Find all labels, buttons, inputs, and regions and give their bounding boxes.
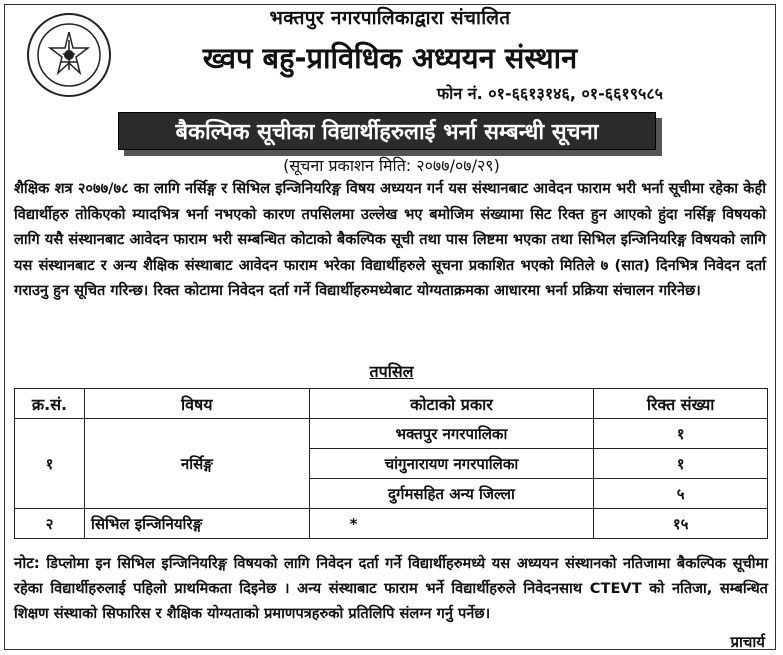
col-header-sn: क्र.सं. [15, 389, 85, 419]
row-subject: नर्सिङ्ग [84, 419, 309, 509]
row-quota: * [309, 509, 594, 539]
row-sn: २ [15, 509, 85, 539]
row-sn: १ [15, 419, 85, 509]
vacancy-table [14, 388, 768, 539]
col-header-subject: विषय [84, 389, 309, 419]
row-seats: १ [594, 419, 768, 449]
banner-title: बैकल्पिक सूचीका विद्यार्थीहरुलाई भर्ना सम्बन्धी सूचना [118, 112, 656, 150]
phone-numbers: फोन नं. ०१-६६१३१४६, ०१-६६१९५८५ [436, 84, 663, 103]
row-quota: भक्तपुर नगरपालिका [309, 419, 594, 449]
col-header-quota: कोटाको प्रकार [309, 389, 594, 419]
notice-banner [118, 112, 656, 150]
table-title: तपसिल [369, 362, 414, 381]
note-label: नोट: [14, 554, 40, 572]
col-header-seats: रिक्त संख्या [594, 389, 768, 419]
note-text: डिप्लोमा इन सिभिल इन्जिनियरिङ्ग विषयको लागि निवेदन दर्ता गर्ने विद्यार्थीहरुमध्ये यस अध्ययन संस्थानको नतिजामा बैकल्पिक सूचीमा रहेका विद्यार्थीहरुलाई पहिलो प्राथमिकता दिइनेछ । अन्य संस्थाबाट फाराम भर्ने विद्यार्थीहरुले निवेदनसाथ CTEVT को नतिजा, सम्बन्धित शिक्षण संस्थाको सिफारिस र शैक्षिक योग्यताको प्रमाणपत्रहरुको प्रतिलिपि संलग्न गर्नु पर्नेछ। [14, 555, 768, 622]
row-seats: १ [594, 449, 768, 479]
institute-name: ख्वप बहु-प्राविधिक अध्ययन संस्थान [202, 41, 578, 75]
table-row [15, 419, 768, 449]
table-header-row [15, 389, 768, 419]
notice-body: शैक्षिक शत्र २०७७/७८ का लागि नर्सिङ्ग र सिभिल इन्जिनियरिङ्ग विषय अध्ययन गर्न यस संस्थानबाट आवेदन फाराम भरी भर्ना सूचीमा रहेका केही विद्यार्थीहरु तोकिएको म्यादभित्र भर्ना नभएको कारण तपसिलमा उल्लेख भए बमोजिम संख्यामा सिट रिक्त हुन आएको हुंदा नर्सिङ्ग विषयको लागि यसै संस्थानबाट आवेदन फाराम भरी सम्बन्धित कोटाको बैकल्पिक सूची तथा पास लिष्टमा भएका तथा सिभिल इन्जिनियरिङ्ग विषयको लागि यस संस्थानबाट र अन्य शैक्षिक संस्थाबाट आवेदन फाराम भरेका विद्यार्थीहरुले सूचना प्रकाशित भएको मितिले ७ (सात) दिनभित्र निवेदन दर्ता गराउनु हुन सूचित गरिन्छ। रिक्त कोटामा निवेदन दर्ता गर्ने विद्यार्थीहरुमध्येबाट योग्यताक्रमका आधारमा भर्ना प्रक्रिया संचालन गरिनेछ। [14, 180, 766, 299]
table-row [15, 509, 768, 539]
row-seats: ५ [594, 479, 768, 509]
row-subject: सिभिल इन्जिनियरिङ्ग [84, 509, 309, 539]
row-quota: चांगुनारायण नगरपालिका [309, 449, 594, 479]
institute-seal-icon [26, 12, 112, 98]
publication-date: (सूचना प्रकाशन मिति: २०७७/०७/२९) [283, 156, 500, 175]
note-block [14, 551, 768, 626]
row-quota: दुर्गमसहित अन्य जिल्ला [309, 479, 594, 509]
signature-principal: प्राचार्य [730, 633, 765, 651]
row-seats: १५ [594, 509, 768, 539]
header-line1: भक्तपुर नगरपालिकाद्वारा संचालित [269, 7, 511, 29]
